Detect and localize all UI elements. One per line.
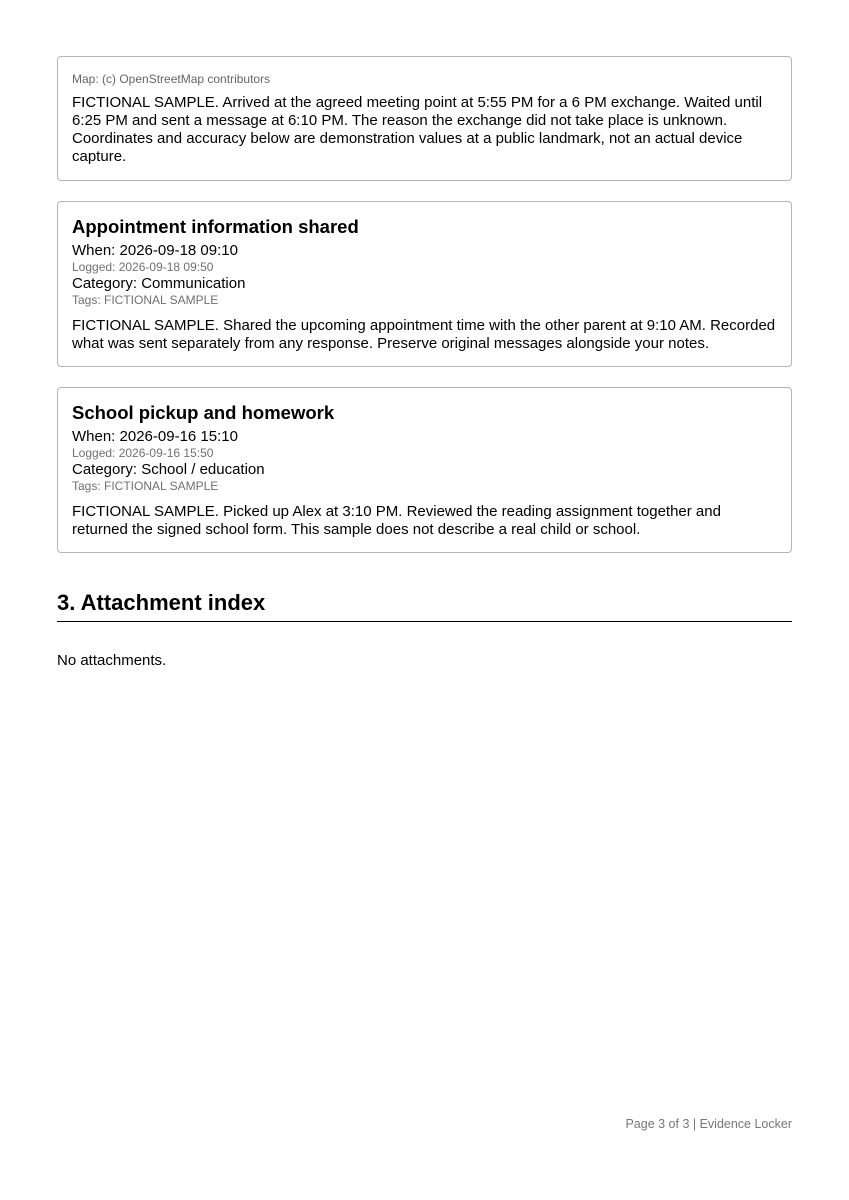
entry-tags: Tags: FICTIONAL SAMPLE: [72, 293, 219, 307]
attachment-index-heading: 3. Attachment index: [57, 589, 792, 622]
entry-title: Appointment information shared: [72, 216, 359, 237]
entry-description: FICTIONAL SAMPLE. Arrived at the agreed meeting point at 5:55 PM for a 6 PM exchange. Waited until 6:25 PM and sent a message at 6:10 PM. The reason the exchange did not take place is unknown. Coordinates and accuracy below are demonstration values at a public landmark, not an actual device capture.: [72, 94, 763, 165]
entry-description: FICTIONAL SAMPLE. Picked up Alex at 3:10 PM. Reviewed the reading assignment together and returned the signed school form. This sample does not describe a real child or school.: [72, 503, 721, 538]
entry-category: Category: Communication: [72, 275, 246, 292]
entry-logged: Logged: 2026-09-18 09:50: [72, 260, 214, 274]
report-page: [57, 56, 792, 670]
entry-category: Category: School / education: [72, 461, 265, 478]
entry-when: When: 2026-09-16 15:10: [72, 428, 238, 445]
entry-tags: Tags: FICTIONAL SAMPLE: [72, 479, 219, 493]
entry-title: School pickup and homework: [72, 402, 335, 423]
entry-logged: Logged: 2026-09-16 15:50: [72, 446, 214, 460]
map-attribution: Map: (c) OpenStreetMap contributors: [72, 72, 271, 86]
entry-card-missed-exchange: [57, 56, 792, 181]
entry-card-school-pickup: [57, 387, 792, 553]
entry-description: FICTIONAL SAMPLE. Shared the upcoming appointment time with the other parent at 9:10 AM. Recorded what was sent separately from any response. Preserve original messages alongside your notes.: [72, 317, 776, 352]
no-attachments-note: No attachments.: [57, 652, 167, 669]
entry-card-appointment: [57, 201, 792, 367]
page-footer: Page 3 of 3 | Evidence Locker: [625, 1117, 792, 1131]
entry-when: When: 2026-09-18 09:10: [72, 242, 238, 259]
